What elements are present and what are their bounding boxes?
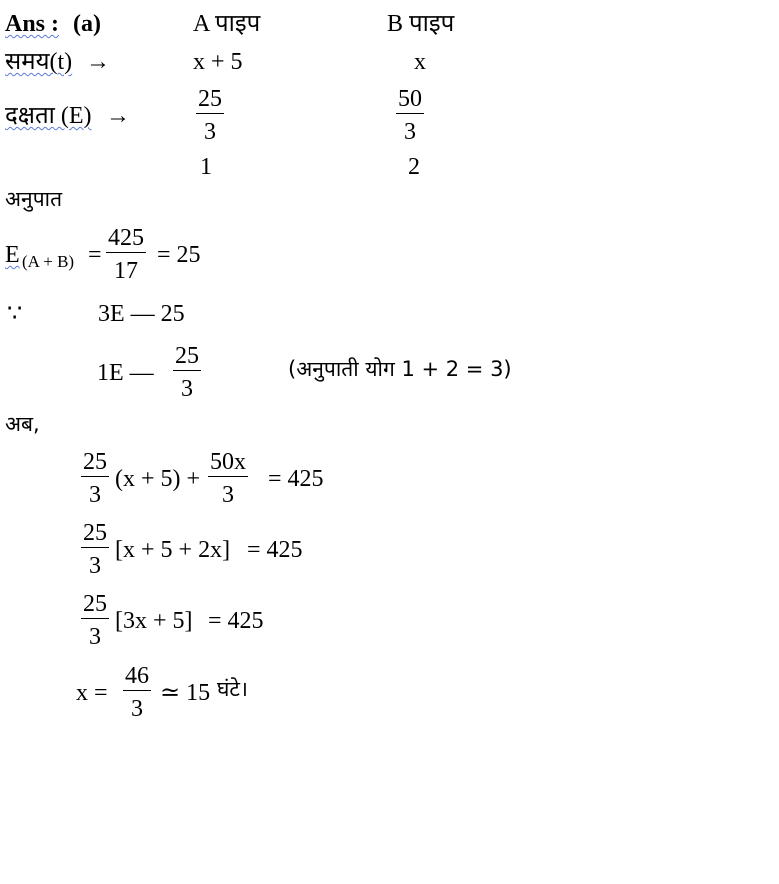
combined-denominator: 17: [114, 258, 138, 284]
answer-label: Ans :: [5, 11, 60, 37]
step-1-second-numerator: 50x: [210, 449, 246, 475]
step-2-fraction: [81, 521, 109, 578]
combined-numerator: 425: [108, 225, 144, 251]
efficiency-b-fraction: [396, 87, 424, 144]
combined-result: = 25: [157, 242, 201, 268]
combined-subscript: (A + B): [22, 252, 75, 271]
efficiency-arrow: →: [106, 103, 130, 129]
ratio-label: अनुपात: [5, 187, 63, 211]
column-a-heading: A पाइप: [193, 11, 261, 37]
step-2-expression: [x + 5 + 2x]: [115, 537, 231, 563]
column-b-heading: B पाइप: [387, 11, 455, 37]
step-3-expression: [3x + 5]: [115, 608, 193, 634]
now-label: अब,: [5, 412, 40, 436]
ratio-a: 1: [200, 154, 212, 180]
proportional-sum-note: (अनुपाती योग 1 + 2 = 3): [288, 357, 512, 381]
because-fraction: [173, 344, 201, 401]
because-denominator: 3: [181, 376, 193, 402]
efficiency-b-denominator: 3: [404, 119, 416, 145]
step-1-rhs: = 425: [268, 466, 324, 492]
because-symbol: ∵: [7, 301, 23, 327]
because-line-1: 3E — 25: [98, 301, 185, 327]
time-a: x + 5: [193, 49, 243, 75]
efficiency-b-numerator: 50: [398, 86, 422, 112]
step-3-rhs: = 425: [208, 608, 264, 634]
time-label: समय(t): [5, 49, 73, 75]
step-2-numerator: 25: [83, 520, 107, 546]
because-numerator: 25: [175, 343, 199, 369]
step-1-expression: (x + 5) +: [115, 466, 201, 492]
final-unit: घंटे।: [217, 677, 248, 701]
combined-equals: =: [88, 242, 102, 268]
step-1-second-denominator: 3: [222, 482, 234, 508]
step-1-denominator: 3: [89, 482, 101, 508]
final-lhs: x =: [76, 680, 108, 706]
final-numerator: 46: [125, 663, 149, 689]
final-denominator: 3: [131, 696, 143, 722]
step-1-numerator: 25: [83, 449, 107, 475]
step-2-denominator: 3: [89, 553, 101, 579]
efficiency-label: दक्षता (E): [5, 103, 92, 129]
final-fraction: [123, 664, 151, 721]
combined-fraction: [106, 226, 146, 283]
efficiency-a-denominator: 3: [204, 119, 216, 145]
because-line-2-left: 1E —: [97, 360, 154, 386]
combined-e: E: [5, 242, 20, 268]
step-1-fraction: [81, 450, 109, 507]
step-2-rhs: = 425: [247, 537, 303, 563]
efficiency-a-fraction: [196, 87, 224, 144]
step-3-numerator: 25: [83, 591, 107, 617]
time-arrow: →: [86, 49, 110, 75]
efficiency-a-numerator: 25: [198, 86, 222, 112]
time-b: x: [414, 49, 426, 75]
final-approx: ≃ 15: [160, 680, 211, 706]
ratio-b: 2: [408, 154, 420, 180]
answer-option: (a): [73, 11, 101, 37]
step-3-denominator: 3: [89, 624, 101, 650]
step-1-second-fraction: [208, 450, 248, 507]
step-3-fraction: [81, 592, 109, 649]
